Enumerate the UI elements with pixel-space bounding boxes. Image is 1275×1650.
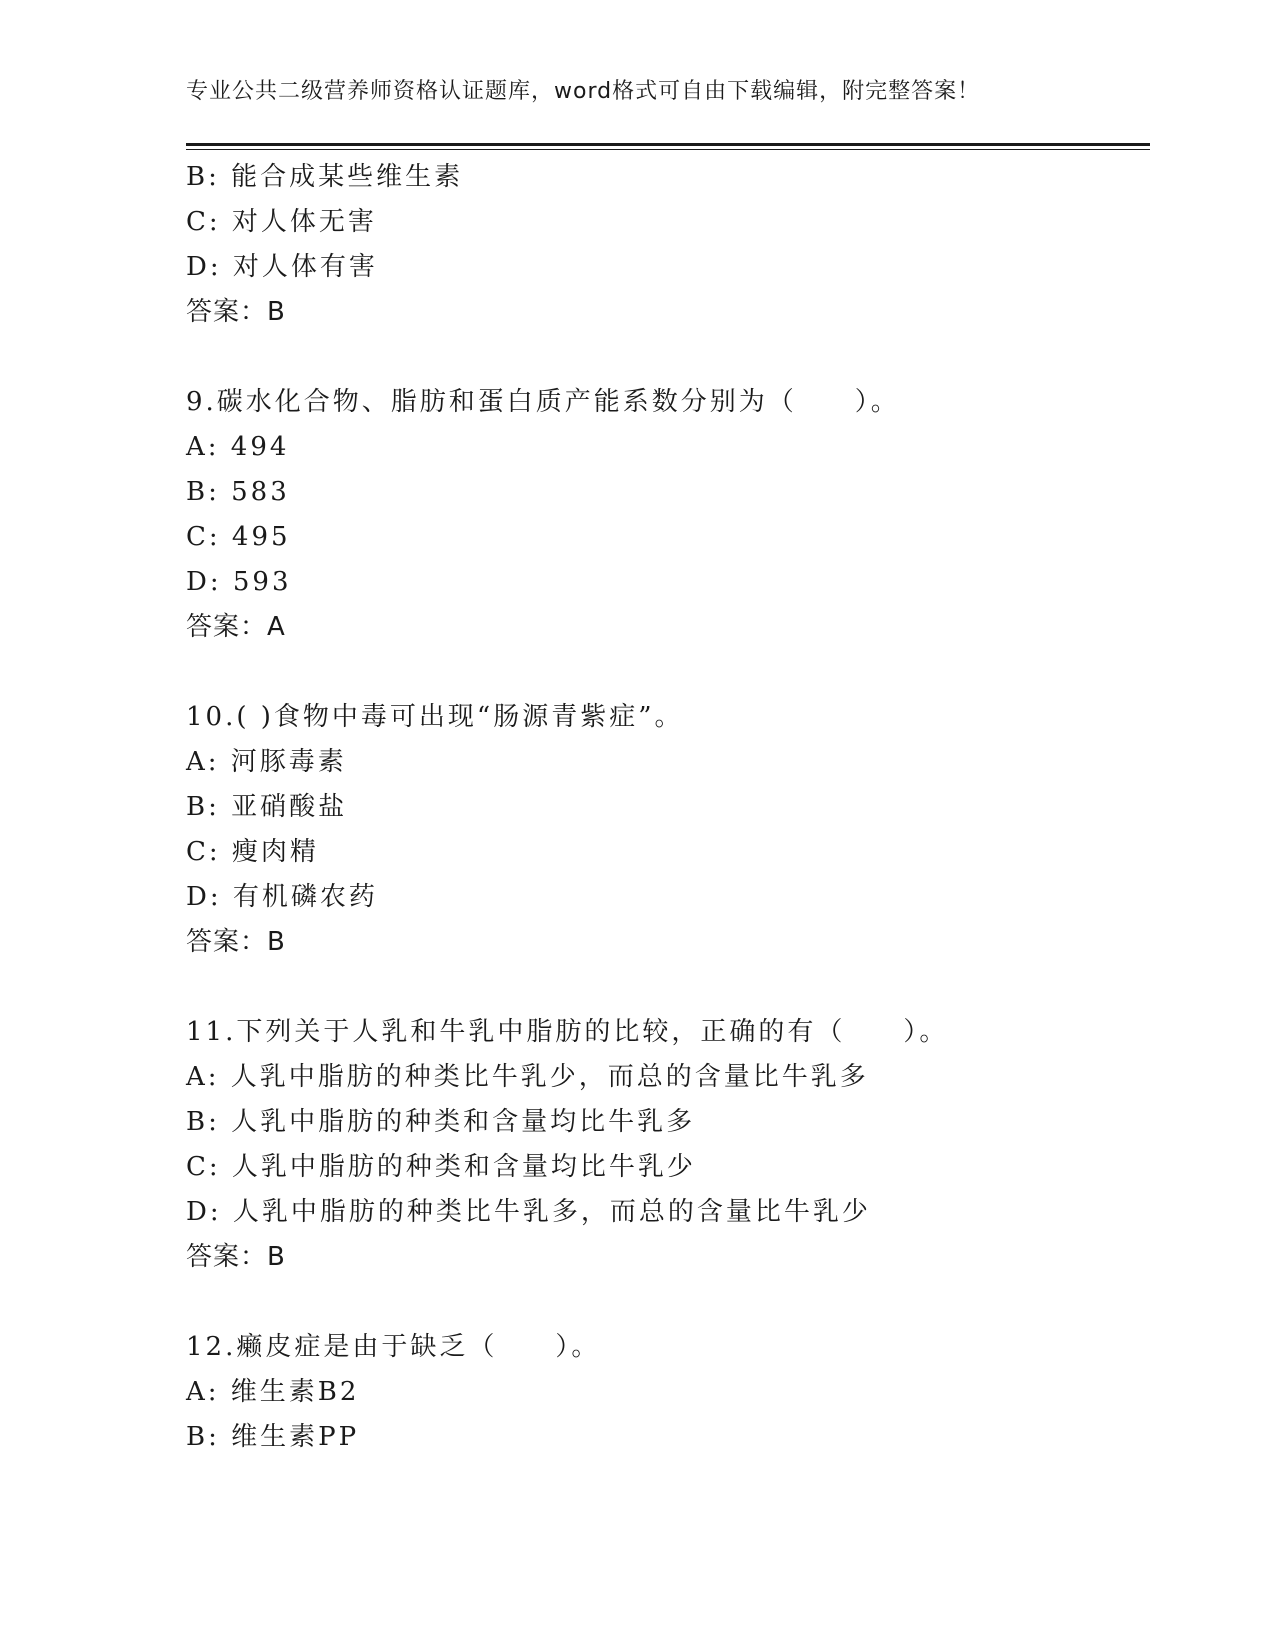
option-c: C: 瘦肉精 xyxy=(186,837,319,867)
option-d: D: 有机磷农药 xyxy=(186,882,378,912)
option-b: B: 人乳中脂肪的种类和含量均比牛乳多 xyxy=(186,1107,696,1137)
header-rule-thick xyxy=(186,143,1150,146)
question-block-12 xyxy=(186,1325,1146,1460)
answer-line: 答案：A xyxy=(186,612,286,642)
block-spacer xyxy=(186,650,1146,695)
question-block-8 xyxy=(186,155,1146,335)
option-b: B: 能合成某些维生素 xyxy=(186,162,464,192)
block-spacer xyxy=(186,965,1146,1010)
option-b: B: 维生素PP xyxy=(186,1422,360,1452)
question-block-11 xyxy=(186,1010,1146,1280)
option-a: A: 人乳中脂肪的种类比牛乳少，而总的含量比牛乳多 xyxy=(186,1062,869,1092)
option-c: C: 对人体无害 xyxy=(186,207,377,237)
question-text: 9.碳水化合物、脂肪和蛋白质产能系数分别为（ ）。 xyxy=(186,387,900,417)
question-text: 10.( )食物中毒可出现“肠源青紫症”。 xyxy=(186,702,684,732)
option-a: A: 河豚毒素 xyxy=(186,747,347,777)
question-block-9 xyxy=(186,380,1146,650)
block-spacer xyxy=(186,1280,1146,1325)
option-c: C: 495 xyxy=(186,522,291,552)
option-a: A: 维生素B2 xyxy=(186,1377,360,1407)
option-b: B: 亚硝酸盐 xyxy=(186,792,348,822)
answer-line: 答案：B xyxy=(186,927,286,957)
block-spacer xyxy=(186,335,1146,380)
answer-line: 答案：B xyxy=(186,1242,286,1272)
option-d: D: 593 xyxy=(186,567,292,597)
option-a: A: 494 xyxy=(186,432,290,462)
question-text: 11.下列关于人乳和牛乳中脂肪的比较，正确的有（ ）。 xyxy=(186,1017,949,1047)
option-d: D: 对人体有害 xyxy=(186,252,378,282)
question-text: 12.癞皮症是由于缺乏（ ）。 xyxy=(186,1332,601,1362)
page-header: 专业公共二级营养师资格认证题库，word格式可自由下载编辑，附完整答案！ xyxy=(186,79,981,104)
question-block-10 xyxy=(186,695,1146,965)
header-rule-thin xyxy=(186,149,1150,150)
option-b: B: 583 xyxy=(186,477,290,507)
question-list xyxy=(186,155,1146,1460)
answer-line: 答案：B xyxy=(186,297,286,327)
option-c: C: 人乳中脂肪的种类和含量均比牛乳少 xyxy=(186,1152,696,1182)
option-d: D: 人乳中脂肪的种类比牛乳多，而总的含量比牛乳少 xyxy=(186,1197,871,1227)
